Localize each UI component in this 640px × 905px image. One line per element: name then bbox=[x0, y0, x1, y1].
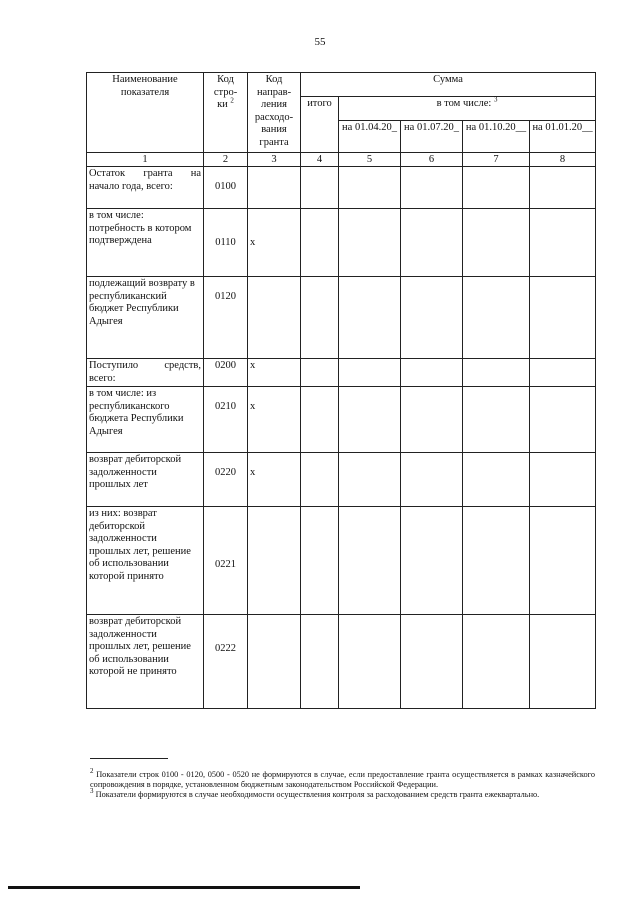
table-row bbox=[87, 615, 596, 709]
header-including-text: в том числе: bbox=[436, 98, 492, 109]
row-name: Остаток гранта на начало года, всего: bbox=[87, 167, 204, 209]
row-direction: x bbox=[248, 359, 301, 387]
footnote-text: Показатели формируются в случае необходимости осуществления контроля за расходованием средств гранта ежеквартально. bbox=[95, 790, 540, 799]
row-cell bbox=[339, 277, 401, 359]
page-number: 55 bbox=[314, 36, 326, 48]
row-cell bbox=[301, 277, 339, 359]
row-cell bbox=[301, 507, 339, 615]
column-number-row bbox=[87, 153, 596, 167]
header-expense-code: Код направ-ления расходо-вания гранта bbox=[248, 73, 301, 153]
header-q2: на 01.07.20_ bbox=[401, 121, 463, 153]
row-cell bbox=[339, 167, 401, 209]
footnote-divider bbox=[90, 758, 168, 759]
row-direction: x bbox=[248, 453, 301, 507]
row-name: возврат дебиторской задолженности прошлых лет, решение об использовании которой не принято bbox=[87, 615, 204, 709]
row-cell bbox=[401, 615, 463, 709]
column-number: 4 bbox=[301, 153, 339, 167]
row-cell bbox=[401, 277, 463, 359]
header-total: итого bbox=[301, 97, 339, 153]
row-cell bbox=[530, 453, 596, 507]
table-row bbox=[87, 387, 596, 453]
row-name: подлежащий возврату в республиканский бюджет Республики Адыгея bbox=[87, 277, 204, 359]
header-name: Наименование показателя bbox=[87, 73, 204, 153]
row-cell bbox=[530, 507, 596, 615]
row-cell bbox=[401, 507, 463, 615]
row-cell bbox=[530, 209, 596, 277]
row-name: возврат дебиторской задолженности прошлых лет bbox=[87, 453, 204, 507]
row-cell bbox=[339, 209, 401, 277]
row-cell bbox=[339, 507, 401, 615]
footnote-ref-2: 2 bbox=[230, 96, 234, 105]
column-number: 6 bbox=[401, 153, 463, 167]
row-cell bbox=[301, 359, 339, 387]
row-code: 0220 bbox=[204, 453, 248, 507]
footnote-3 bbox=[90, 787, 595, 800]
row-code: 0222 bbox=[204, 615, 248, 709]
row-cell bbox=[530, 167, 596, 209]
column-number: 8 bbox=[530, 153, 596, 167]
footnote-mark: 2 bbox=[90, 767, 94, 776]
table-row bbox=[87, 507, 596, 615]
row-direction bbox=[248, 507, 301, 615]
row-cell bbox=[463, 387, 530, 453]
row-cell bbox=[401, 387, 463, 453]
row-cell bbox=[463, 359, 530, 387]
row-cell bbox=[301, 387, 339, 453]
row-cell bbox=[530, 615, 596, 709]
row-cell bbox=[530, 359, 596, 387]
column-number: 2 bbox=[204, 153, 248, 167]
row-direction bbox=[248, 277, 301, 359]
row-cell bbox=[339, 387, 401, 453]
table-row bbox=[87, 167, 596, 209]
table-row bbox=[87, 359, 596, 387]
row-cell bbox=[530, 387, 596, 453]
footnote-ref-3: 3 bbox=[493, 95, 498, 104]
footnote-2 bbox=[90, 767, 595, 790]
header-including bbox=[339, 97, 596, 121]
row-cell bbox=[463, 167, 530, 209]
row-cell bbox=[339, 615, 401, 709]
row-cell bbox=[401, 167, 463, 209]
row-direction: x bbox=[248, 387, 301, 453]
table-row bbox=[87, 453, 596, 507]
row-cell bbox=[301, 615, 339, 709]
header-row-code-text: Код стро-ки bbox=[213, 74, 238, 110]
row-name: Поступило средств, всего: bbox=[87, 359, 204, 387]
header-row-1 bbox=[87, 73, 596, 97]
row-cell bbox=[530, 277, 596, 359]
table-row bbox=[87, 209, 596, 277]
row-direction bbox=[248, 615, 301, 709]
row-cell bbox=[339, 359, 401, 387]
scan-edge-bar bbox=[8, 886, 360, 889]
row-code: 0120 bbox=[204, 277, 248, 359]
row-cell bbox=[301, 453, 339, 507]
header-row-code bbox=[204, 73, 248, 153]
row-cell bbox=[463, 209, 530, 277]
footnote-text: Показатели строк 0100 - 0120, 0500 - 0520 не формируются в случае, если предоставление гранта осуществляется в рамках казначейского сопровождения в порядке, установленном бюджетным законодательством Российской Федерации. bbox=[90, 770, 595, 789]
row-code: 0200 bbox=[204, 359, 248, 387]
grant-report-table bbox=[86, 72, 596, 709]
row-code: 0221 bbox=[204, 507, 248, 615]
header-amount: Сумма bbox=[301, 73, 596, 97]
header-q4: на 01.01.20__ bbox=[530, 121, 596, 153]
row-cell bbox=[301, 209, 339, 277]
row-direction bbox=[248, 167, 301, 209]
column-number: 3 bbox=[248, 153, 301, 167]
footnote-mark: 3 bbox=[90, 787, 94, 796]
column-number: 7 bbox=[463, 153, 530, 167]
header-q3: на 01.10.20__ bbox=[463, 121, 530, 153]
footnotes bbox=[90, 767, 595, 800]
row-name: в том числе: из республиканского бюджета Республики Адыгея bbox=[87, 387, 204, 453]
row-code: 0110 bbox=[204, 209, 248, 277]
row-cell bbox=[463, 277, 530, 359]
row-cell bbox=[463, 615, 530, 709]
row-code: 0210 bbox=[204, 387, 248, 453]
row-cell bbox=[463, 453, 530, 507]
table-row bbox=[87, 277, 596, 359]
column-number: 5 bbox=[339, 153, 401, 167]
row-code: 0100 bbox=[204, 167, 248, 209]
column-number: 1 bbox=[87, 153, 204, 167]
row-name: в том числе: потребность в котором подтверждена bbox=[87, 209, 204, 277]
header-q1: на 01.04.20_ bbox=[339, 121, 401, 153]
row-name: из них: возврат дебиторской задолженности прошлых лет, решение об использовании которой принято bbox=[87, 507, 204, 615]
row-cell bbox=[339, 453, 401, 507]
row-cell bbox=[401, 209, 463, 277]
row-cell bbox=[401, 359, 463, 387]
row-cell bbox=[401, 453, 463, 507]
row-direction: x bbox=[248, 209, 301, 277]
row-cell bbox=[463, 507, 530, 615]
row-cell bbox=[301, 167, 339, 209]
